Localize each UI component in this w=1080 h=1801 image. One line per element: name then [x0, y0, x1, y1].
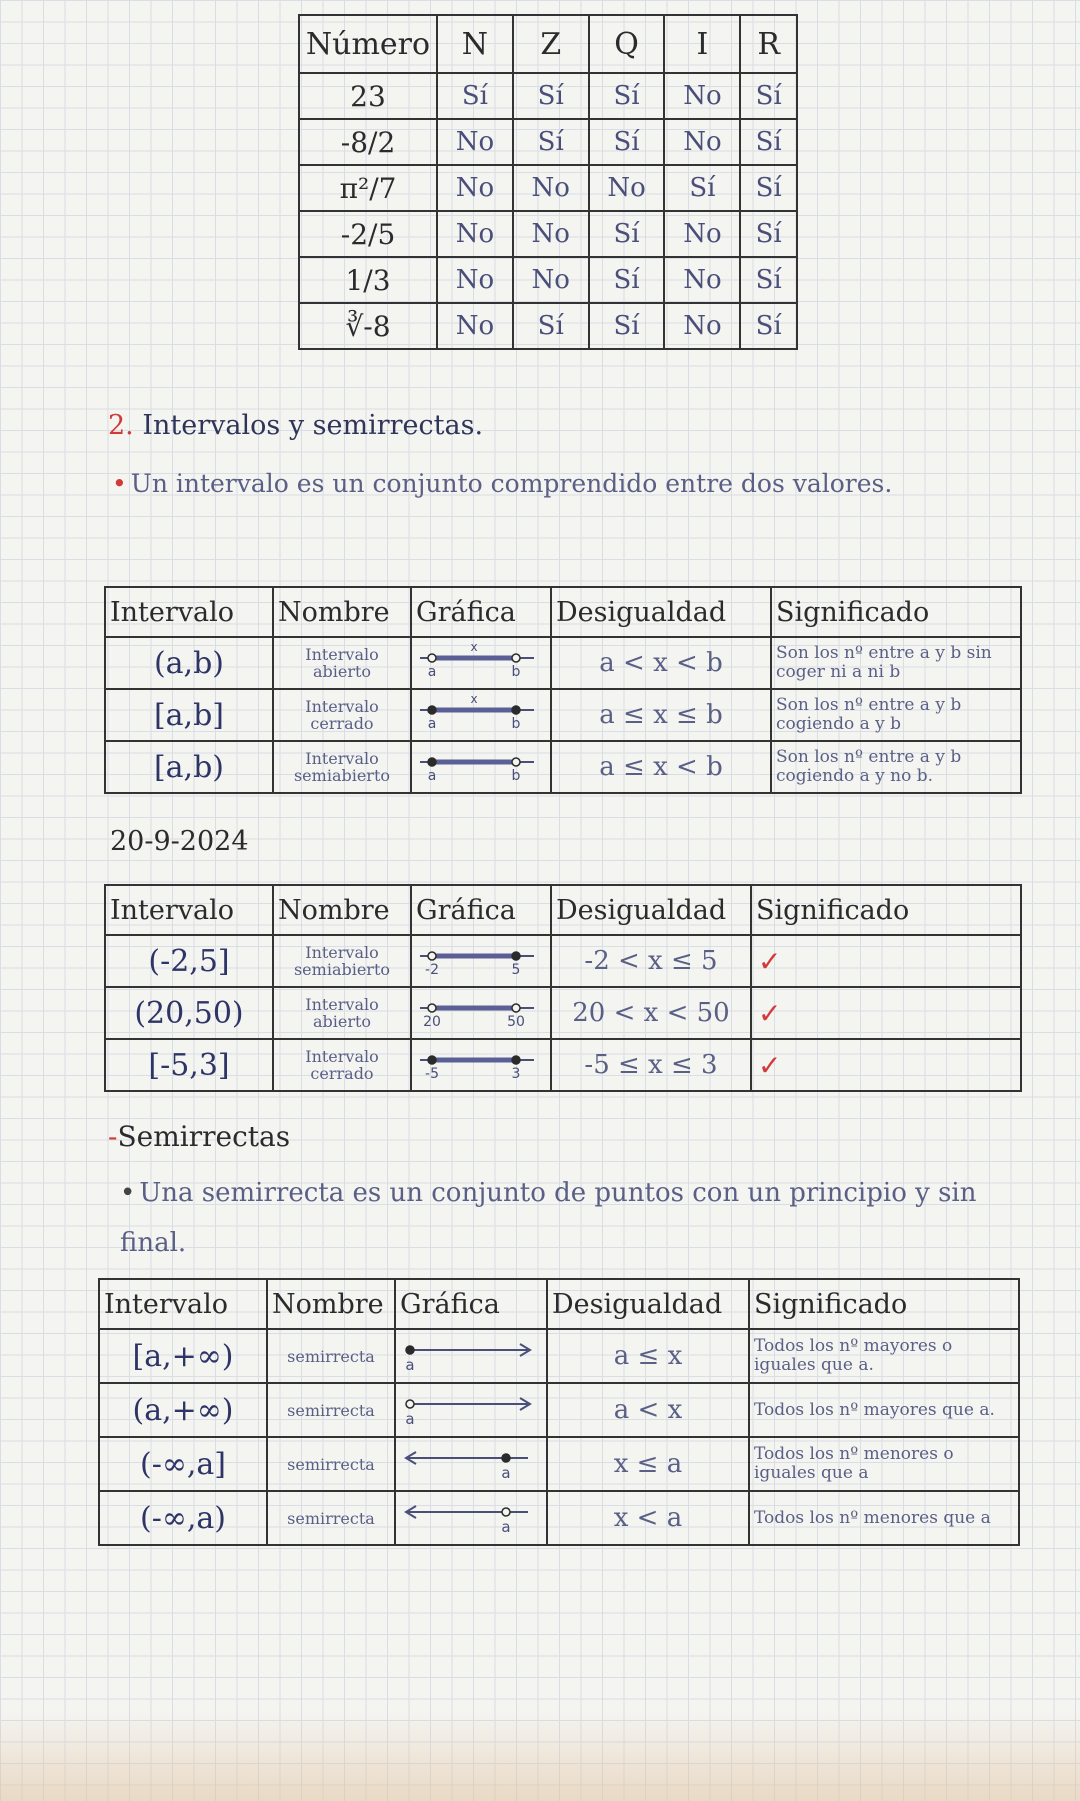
inequality-cell: -2 < x ≤ 5 — [551, 935, 751, 987]
right-endpoint-label: 3 — [511, 1066, 521, 1082]
interval-types-table — [104, 586, 1022, 794]
table-row — [105, 689, 1021, 741]
membership-cell: Sí — [740, 303, 797, 349]
membership-cell: No — [437, 165, 513, 211]
ray-origin-point — [502, 1454, 510, 1462]
interval-cell: (-∞,a) — [99, 1491, 267, 1545]
number-line-graph — [412, 742, 542, 788]
left-endpoint — [428, 758, 436, 766]
table-row — [99, 1491, 1019, 1545]
name-cell: Intervalo abierto — [273, 637, 411, 689]
membership-cell: No — [437, 303, 513, 349]
header-cell: Significado — [751, 885, 1021, 935]
semirrectas-title: Semirrectas — [117, 1120, 291, 1153]
inequality-cell: a < x — [547, 1383, 749, 1437]
number-line-graph — [412, 638, 542, 684]
bullet-dot-icon: • — [120, 1178, 136, 1208]
membership-cell: No — [664, 211, 740, 257]
meaning-cell: Todos los nº mayores o iguales que a. — [749, 1329, 1019, 1383]
header-cell: Número — [299, 15, 437, 73]
header-cell: N — [437, 15, 513, 73]
membership-cell: Sí — [664, 165, 740, 211]
left-endpoint — [428, 1004, 436, 1012]
number-cell: ∛-8 — [299, 303, 437, 349]
name-cell: semirrecta — [267, 1329, 395, 1383]
table-row — [105, 741, 1021, 793]
variable-label: x — [470, 640, 478, 654]
left-endpoint — [428, 952, 436, 960]
name-cell: semirrecta — [267, 1383, 395, 1437]
graph-cell — [411, 689, 551, 741]
bullet-dot-icon: • — [112, 469, 127, 498]
number-cell: 1/3 — [299, 257, 437, 303]
inequality-cell: 20 < x < 50 — [551, 987, 751, 1039]
membership-cell: Sí — [513, 73, 589, 119]
inequality-cell: a ≤ x < b — [551, 741, 771, 793]
right-endpoint — [512, 706, 520, 714]
interval-cell: [a,b] — [105, 689, 273, 741]
number-line-graph — [412, 988, 542, 1034]
membership-cell: Sí — [740, 165, 797, 211]
header-cell: Nombre — [273, 587, 411, 637]
header-cell: Nombre — [267, 1279, 395, 1329]
interval-cell: (a,+∞) — [99, 1383, 267, 1437]
meaning-cell: Todos los nº mayores que a. — [749, 1383, 1019, 1437]
name-cell: Intervalo abierto — [273, 987, 411, 1039]
graph-cell — [395, 1491, 547, 1545]
interval-cell: [-5,3] — [105, 1039, 273, 1091]
meaning-cell: Todos los nº menores que a — [749, 1491, 1019, 1545]
membership-cell: No — [589, 165, 665, 211]
right-endpoint-label: b — [511, 664, 521, 680]
membership-cell: Sí — [589, 211, 665, 257]
header-cell: R — [740, 15, 797, 73]
page-shadow — [0, 1711, 1080, 1801]
membership-cell: Sí — [437, 73, 513, 119]
membership-cell: No — [664, 119, 740, 165]
membership-cell: No — [437, 119, 513, 165]
left-endpoint-label: -5 — [425, 1066, 439, 1082]
header-cell: Desigualdad — [547, 1279, 749, 1329]
interval-cell: [a,b) — [105, 741, 273, 793]
left-endpoint — [428, 1056, 436, 1064]
table-row — [299, 303, 797, 349]
semirrecta-definition-text: Una semirrecta es un conjunto de puntos con un principio y sin final. — [120, 1178, 977, 1258]
table-row — [105, 1039, 1021, 1091]
header-cell: Intervalo — [99, 1279, 267, 1329]
table-row — [299, 119, 797, 165]
membership-cell: Sí — [740, 257, 797, 303]
interval-cell: (a,b) — [105, 637, 273, 689]
header-cell: Z — [513, 15, 589, 73]
graph-cell — [411, 637, 551, 689]
left-endpoint — [428, 706, 436, 714]
header-cell: Gráfica — [411, 587, 551, 637]
header-cell: Gráfica — [395, 1279, 547, 1329]
membership-cell: Sí — [589, 119, 665, 165]
graph-cell — [395, 1437, 547, 1491]
name-cell: Intervalo semiabierto — [273, 741, 411, 793]
left-endpoint-label: a — [427, 716, 437, 732]
header-cell: Significado — [749, 1279, 1019, 1329]
graph-cell — [411, 935, 551, 987]
date-label: 20-9-2024 — [110, 826, 249, 857]
interval-cell: (20,50) — [105, 987, 273, 1039]
check-cell: ✓ — [751, 987, 1021, 1039]
left-endpoint-label: 20 — [423, 1014, 441, 1030]
header-cell: Nombre — [273, 885, 411, 935]
membership-cell: No — [513, 165, 589, 211]
table-row — [299, 211, 797, 257]
ray-origin-label: a — [501, 1464, 511, 1482]
table-row — [99, 1437, 1019, 1491]
number-line-graph — [412, 936, 542, 982]
graph-cell — [411, 1039, 551, 1091]
left-endpoint-label: a — [427, 664, 437, 680]
membership-cell: No — [664, 303, 740, 349]
check-cell: ✓ — [751, 1039, 1021, 1091]
definition-text: Un intervalo es un conjunto comprendido entre dos valores. — [130, 469, 893, 498]
name-cell: Intervalo cerrado — [273, 689, 411, 741]
membership-cell: No — [513, 211, 589, 257]
section-number: 2. — [108, 410, 134, 441]
dash-icon: - — [108, 1120, 118, 1153]
number-cell: 23 — [299, 73, 437, 119]
membership-cell: Sí — [740, 211, 797, 257]
ray-origin-label: a — [501, 1518, 511, 1536]
right-endpoint — [512, 654, 520, 662]
section-heading — [108, 410, 483, 441]
inequality-cell: a ≤ x ≤ b — [551, 689, 771, 741]
interval-cell: (-∞,a] — [99, 1437, 267, 1491]
number-line-graph — [412, 690, 542, 736]
inequality-cell: a < x < b — [551, 637, 771, 689]
ray-origin-point — [406, 1346, 414, 1354]
right-endpoint-label: b — [511, 768, 521, 784]
header-cell: Gráfica — [411, 885, 551, 935]
definition-bullet — [112, 458, 952, 510]
inequality-cell: a ≤ x — [547, 1329, 749, 1383]
membership-cell: Sí — [589, 73, 665, 119]
membership-cell: Sí — [589, 303, 665, 349]
membership-cell: Sí — [513, 303, 589, 349]
graph-cell — [395, 1383, 547, 1437]
membership-cell: Sí — [740, 73, 797, 119]
name-cell: semirrecta — [267, 1437, 395, 1491]
right-endpoint — [512, 952, 520, 960]
membership-cell: Sí — [740, 119, 797, 165]
name-cell: semirrecta — [267, 1491, 395, 1545]
header-cell: Intervalo — [105, 587, 273, 637]
table-row — [105, 987, 1021, 1039]
variable-label: x — [470, 692, 478, 706]
left-endpoint-label: -2 — [425, 962, 439, 978]
table-header-row — [105, 587, 1021, 637]
right-endpoint-label: 5 — [511, 962, 521, 978]
right-endpoint — [512, 758, 520, 766]
membership-cell: Sí — [513, 119, 589, 165]
table-header-row — [99, 1279, 1019, 1329]
name-cell: Intervalo semiabierto — [273, 935, 411, 987]
table-header-row — [299, 15, 797, 73]
table-row — [299, 73, 797, 119]
ray-origin-point — [406, 1400, 414, 1408]
interval-cell: [a,+∞) — [99, 1329, 267, 1383]
membership-cell: No — [513, 257, 589, 303]
ray-graph — [396, 1438, 538, 1486]
left-endpoint — [428, 654, 436, 662]
membership-cell: No — [664, 257, 740, 303]
graph-cell — [411, 987, 551, 1039]
graph-cell — [411, 741, 551, 793]
table-row — [105, 637, 1021, 689]
number-cell: -8/2 — [299, 119, 437, 165]
ray-origin-label: a — [405, 1410, 415, 1428]
ray-origin-label: a — [405, 1356, 415, 1374]
semirrectas-heading — [108, 1120, 290, 1153]
number-sets-table — [298, 14, 798, 350]
header-cell: Q — [589, 15, 665, 73]
check-cell: ✓ — [751, 935, 1021, 987]
header-cell: I — [664, 15, 740, 73]
ray-graph — [396, 1330, 538, 1378]
table-row — [105, 935, 1021, 987]
table-header-row — [105, 885, 1021, 935]
header-cell: Desigualdad — [551, 587, 771, 637]
ray-origin-point — [502, 1508, 510, 1516]
meaning-cell: Todos los nº menores o iguales que a — [749, 1437, 1019, 1491]
inequality-cell: x < a — [547, 1491, 749, 1545]
right-endpoint-label: 50 — [507, 1014, 525, 1030]
right-endpoint — [512, 1056, 520, 1064]
interval-cell: (-2,5] — [105, 935, 273, 987]
header-cell: Intervalo — [105, 885, 273, 935]
interval-examples-table — [104, 884, 1022, 1092]
graph-cell — [395, 1329, 547, 1383]
name-cell: Intervalo cerrado — [273, 1039, 411, 1091]
section-title: Intervalos y semirrectas. — [142, 410, 484, 441]
semirrectas-table — [98, 1278, 1020, 1546]
inequality-cell: x ≤ a — [547, 1437, 749, 1491]
left-endpoint-label: a — [427, 768, 437, 784]
right-endpoint — [512, 1004, 520, 1012]
table-row — [299, 257, 797, 303]
number-line-graph — [412, 1040, 542, 1086]
right-endpoint-label: b — [511, 716, 521, 732]
membership-cell: No — [437, 257, 513, 303]
semirrecta-definition — [120, 1168, 1000, 1268]
number-cell: -2/5 — [299, 211, 437, 257]
ray-graph — [396, 1384, 538, 1432]
membership-cell: No — [437, 211, 513, 257]
membership-cell: Sí — [589, 257, 665, 303]
header-cell: Significado — [771, 587, 1021, 637]
number-cell: π²/7 — [299, 165, 437, 211]
membership-cell: No — [664, 73, 740, 119]
table-row — [99, 1329, 1019, 1383]
table-row — [299, 165, 797, 211]
header-cell: Desigualdad — [551, 885, 751, 935]
table-row — [99, 1383, 1019, 1437]
meaning-cell: Son los nº entre a y b cogiendo a y b — [771, 689, 1021, 741]
meaning-cell: Son los nº entre a y b sin coger ni a ni b — [771, 637, 1021, 689]
ray-graph — [396, 1492, 538, 1540]
meaning-cell: Son los nº entre a y b cogiendo a y no b. — [771, 741, 1021, 793]
inequality-cell: -5 ≤ x ≤ 3 — [551, 1039, 751, 1091]
